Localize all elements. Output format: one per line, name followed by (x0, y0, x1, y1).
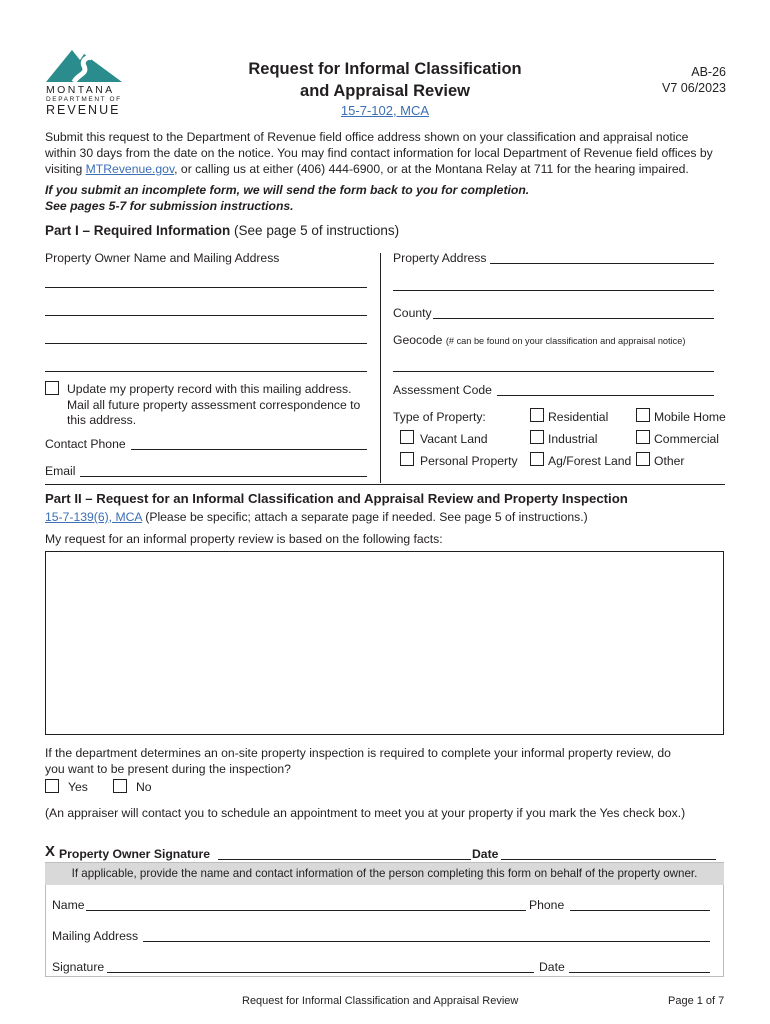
property-address-field[interactable] (490, 263, 714, 264)
vacant-land-checkbox[interactable] (400, 430, 414, 444)
contact-phone-label: Contact Phone (45, 437, 126, 451)
preparer-date-label: Date (539, 960, 565, 974)
update-address-text-2: Mail all future property assessment correspondence to (67, 397, 361, 412)
other-checkbox[interactable] (636, 452, 650, 466)
part2-statute-line: 15-7-139(6), MCA (Please be specific; attach a separate page if needed. See page 5 of instructions.) (45, 510, 588, 524)
incomplete-warning: If you submit an incomplete form, we will send the form back to you for completion. (45, 183, 530, 197)
signature-x-mark: X (45, 843, 56, 860)
inspection-question-1: If the department determines an on-site property inspection is required to complete your informal property review, do (45, 746, 671, 760)
form-version: V7 06/2023 (662, 81, 726, 95)
personal-property-checkbox[interactable] (400, 452, 414, 466)
preparer-signature-label: Signature (52, 960, 105, 974)
statute-link[interactable]: 15-7-102, MCA (340, 103, 430, 118)
intro-line-3: visiting MTRevenue.gov, or calling us at either (406) 444-6900, or at the Montana Relay at 711 for the hearing impaired. (45, 161, 689, 176)
assessment-code-field[interactable] (497, 395, 714, 396)
update-address-checkbox[interactable] (45, 381, 59, 395)
preparer-mailing-label: Mailing Address (52, 929, 139, 943)
residential-label: Residential (548, 410, 609, 424)
mobile-home-label: Mobile Home (654, 410, 726, 424)
owner-date-field[interactable] (501, 859, 716, 860)
form-title-line1: Request for Informal Classification (248, 60, 522, 78)
facts-textarea[interactable] (45, 551, 724, 735)
logo-text-revenue: REVENUE (46, 103, 121, 117)
instructions-note: See pages 5-7 for submission instructions. (45, 199, 294, 213)
property-address-label: Property Address (393, 251, 487, 265)
part2-statute-link[interactable]: 15-7-139(6), MCA (45, 510, 142, 524)
owner-address-line-4[interactable] (45, 371, 367, 372)
owner-signature-label: Property Owner Signature (59, 847, 211, 861)
part2-heading: Part II – Request for an Informal Classification and Appraisal Review and Property Inspection (45, 491, 628, 506)
inspection-question-2: you want to be present during the inspection? (45, 762, 291, 776)
logo-text-montana: MONTANA (46, 84, 115, 96)
vacant-land-label: Vacant Land (420, 432, 488, 446)
owner-date-label: Date (472, 847, 499, 861)
update-address-text-3: this address. (67, 413, 137, 427)
footer-page-number: Page 1 of 7 (668, 995, 725, 1007)
commercial-checkbox[interactable] (636, 430, 650, 444)
inspection-no-label: No (136, 780, 152, 794)
appraiser-note: (An appraiser will contact you to schedule an appointment to meet you at your property if you mark the Yes check box.) (45, 806, 686, 820)
inspection-yes-label: Yes (68, 780, 88, 794)
section-separator (45, 484, 725, 485)
intro-line-1: Submit this request to the Department of Revenue field office address shown on your classification and appraisal notice (45, 130, 689, 144)
montana-dor-logo (44, 44, 124, 118)
inspection-no-checkbox[interactable] (113, 779, 127, 793)
personal-property-label: Personal Property (420, 454, 518, 468)
email-label: Email (45, 464, 76, 478)
preparer-date-field[interactable] (569, 972, 710, 973)
mobile-home-checkbox[interactable] (636, 408, 650, 422)
footer-title: Request for Informal Classification and Appraisal Review (242, 995, 519, 1007)
industrial-checkbox[interactable] (530, 430, 544, 444)
contact-phone-field[interactable] (131, 449, 367, 450)
owner-signature-field[interactable] (218, 859, 471, 860)
property-address-line-2[interactable] (393, 290, 714, 291)
ag-forest-land-label: Ag/Forest Land (548, 454, 632, 468)
ag-forest-land-checkbox[interactable] (530, 452, 544, 466)
update-address-text-1: Update my property record with this mailing address. (67, 382, 352, 396)
industrial-label: Industrial (548, 432, 598, 446)
form-title-line2: and Appraisal Review (300, 82, 470, 100)
owner-address-line-2[interactable] (45, 315, 367, 316)
residential-checkbox[interactable] (530, 408, 544, 422)
commercial-label: Commercial (654, 432, 720, 446)
preparer-name-field[interactable] (86, 910, 526, 911)
email-field[interactable] (80, 476, 367, 477)
preparer-name-label: Name (52, 898, 85, 912)
logo-text-department: DEPARTMENT OF (46, 96, 122, 103)
inspection-yes-checkbox[interactable] (45, 779, 59, 793)
owner-address-line-1[interactable] (45, 287, 367, 288)
mtrevenue-link[interactable]: MTRevenue.gov (85, 161, 175, 176)
geocode-note: (# can be found on your classification and appraisal notice) (445, 336, 686, 346)
geocode-field[interactable] (393, 371, 714, 372)
preparer-phone-label: Phone (529, 898, 565, 912)
mountain-logo-icon (44, 44, 124, 84)
geocode-label: Geocode (# can be found on your classification and appraisal notice) (393, 333, 686, 347)
preparer-mailing-field[interactable] (143, 941, 710, 942)
owner-name-label: Property Owner Name and Mailing Address (45, 251, 280, 265)
form-id: AB-26 (691, 65, 726, 79)
facts-label: My request for an informal property review is based on the following facts: (45, 532, 443, 546)
assessment-code-label: Assessment Code (393, 383, 492, 397)
part1-heading: Part I – Required Information (See page 5 of instructions) (45, 223, 400, 238)
owner-address-line-3[interactable] (45, 343, 367, 344)
other-label: Other (654, 454, 685, 468)
county-field[interactable] (433, 318, 714, 319)
property-type-label: Type of Property: (393, 410, 486, 424)
intro-line-2: within 30 days from the date on the notice. You may find contact information for local Department of Revenue field offices by (45, 145, 713, 160)
preparer-signature-field[interactable] (107, 972, 534, 973)
preparer-phone-field[interactable] (570, 910, 710, 911)
preparer-banner: If applicable, provide the name and contact information of the person completing this form on behalf of the property owner. (45, 863, 724, 885)
county-label: County (393, 306, 432, 320)
part1-column-divider (380, 253, 381, 483)
